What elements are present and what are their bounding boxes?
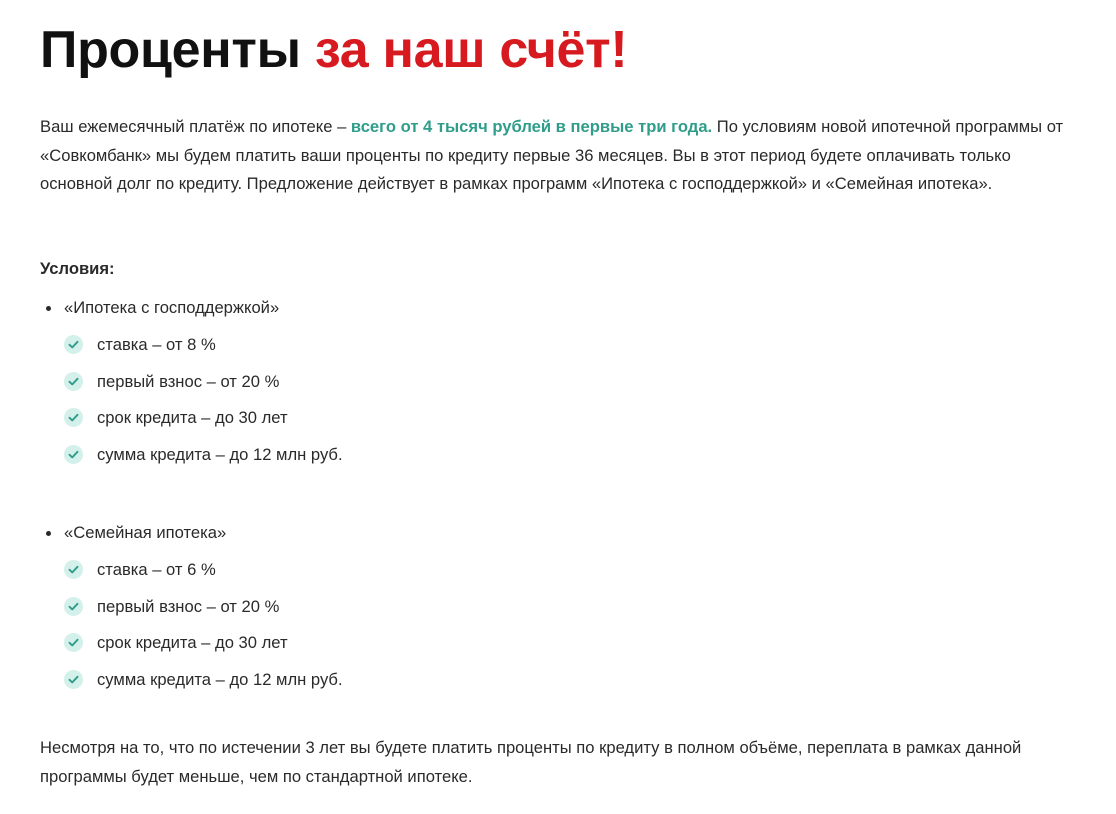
condition-text: ставка – от 6 % xyxy=(97,560,216,579)
program-block-gospodderzhka xyxy=(40,296,740,466)
condition-text: ставка – от 8 % xyxy=(97,335,216,354)
checkmark-circle-icon xyxy=(64,560,83,579)
page-title-accent: за наш счёт! xyxy=(314,21,628,79)
program-block-semeynaya xyxy=(40,521,740,691)
condition-item xyxy=(40,333,740,370)
bullet-dot-icon xyxy=(46,306,51,311)
outro-paragraph: Несмотря на то, что по истечении 3 лет вы будете платить проценты по кредиту в полном объёме, переплата в рамках данной программы будет меньше, чем по стандартной ипотеке. xyxy=(40,738,1022,786)
intro-lead: Ваш ежемесячный платёж по ипотеке – xyxy=(40,117,351,136)
condition-text: первый взнос – от 20 % xyxy=(97,596,280,616)
checkmark-circle-icon xyxy=(64,597,83,616)
condition-text: сумма кредита – до 12 млн руб. xyxy=(97,444,343,464)
condition-text: срок кредита – до 30 лет xyxy=(97,633,288,652)
condition-text: срок кредита – до 30 лет xyxy=(97,408,288,427)
checkmark-circle-icon xyxy=(64,670,83,689)
condition-item xyxy=(40,443,740,480)
condition-item xyxy=(40,406,740,443)
program-name: «Семейная ипотека» xyxy=(64,523,227,542)
conditions-list xyxy=(40,558,740,704)
page-title-main: Проценты xyxy=(40,21,301,79)
bullet-dot-icon xyxy=(46,531,51,536)
program-item xyxy=(40,296,740,320)
checkmark-circle-icon xyxy=(64,372,83,391)
condition-item xyxy=(40,668,740,705)
condition-item xyxy=(40,370,740,407)
condition-text: первый взнос – от 20 % xyxy=(97,371,280,391)
intro-highlight: всего от 4 тысяч рублей в первые три года. xyxy=(350,117,713,136)
checkmark-circle-icon xyxy=(64,445,83,464)
checkmark-circle-icon xyxy=(64,408,83,427)
page-title xyxy=(40,18,627,82)
condition-item xyxy=(40,631,740,668)
conditions-list xyxy=(40,333,740,479)
condition-item xyxy=(40,595,740,632)
intro-paragraph xyxy=(40,113,1080,199)
program-item xyxy=(40,521,740,545)
checkmark-circle-icon xyxy=(64,633,83,652)
checkmark-circle-icon xyxy=(64,335,83,354)
condition-item xyxy=(40,558,740,595)
conditions-title: Условия: xyxy=(40,259,115,278)
program-name: «Ипотека с господдержкой» xyxy=(64,298,280,317)
condition-text: сумма кредита – до 12 млн руб. xyxy=(97,669,343,689)
intro-rest: По условиям новой ипотечной программы от «Совкомбанк» мы будем платить ваши проценты по кредиту первые 36 месяцев. Вы в этот период будете оплачивать только основной долг по кредиту. Предложение действует в рамках программ «Ипотека с господдержкой» и «Семейная ипотека». xyxy=(40,117,1064,194)
